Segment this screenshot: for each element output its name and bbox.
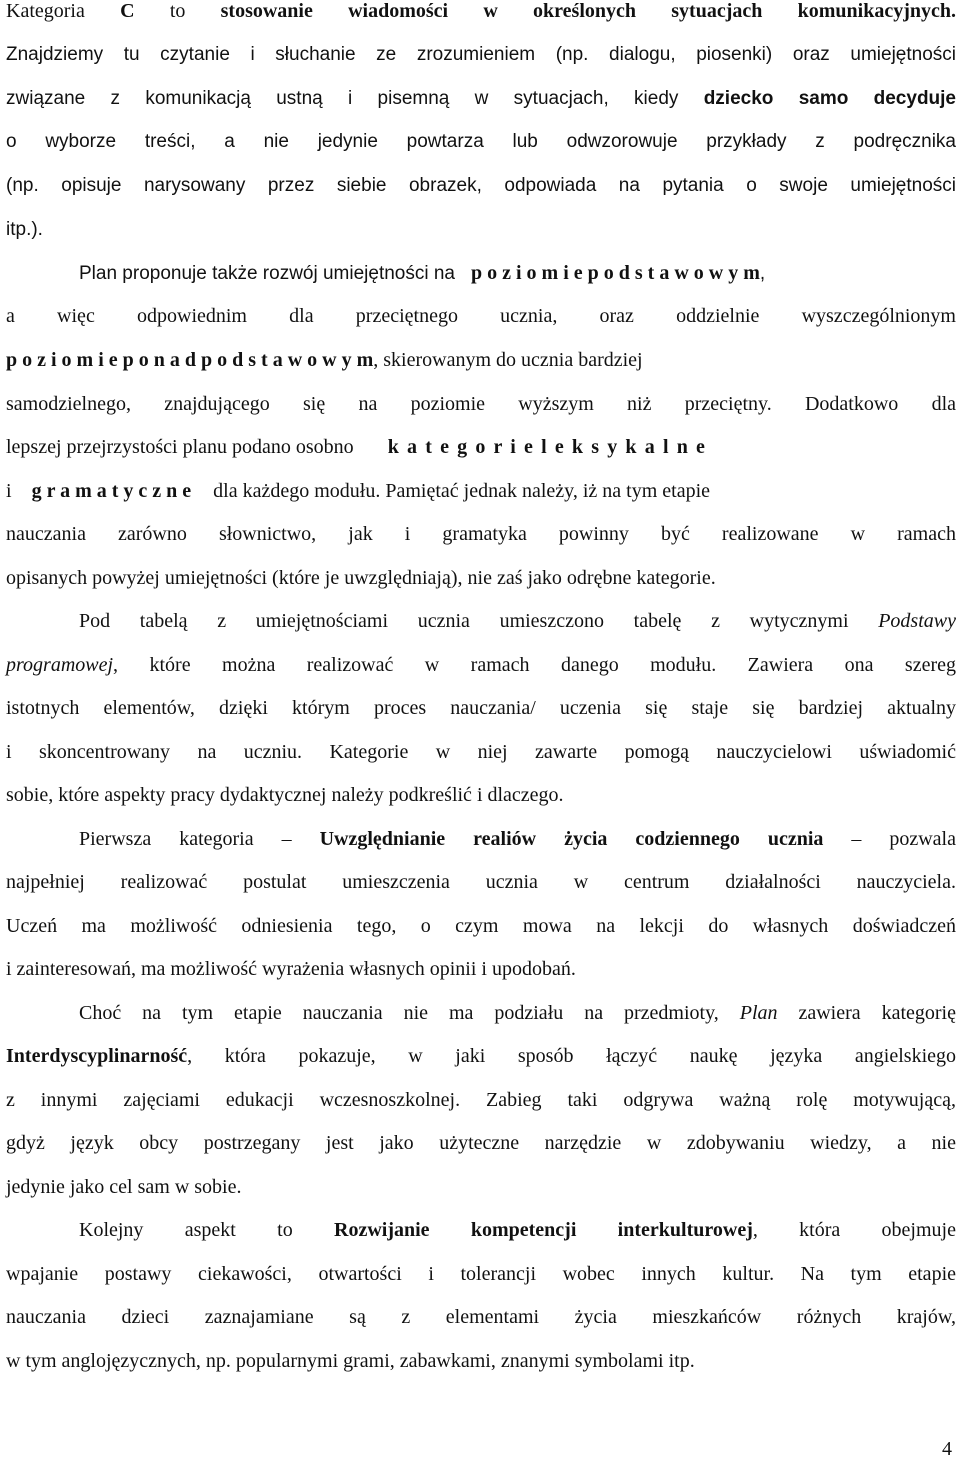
- p2-text: i: [6, 480, 12, 502]
- p1-line-4: o wyborze treści, a nie jedynie powtarza lub odwzorowuje przykłady z podręcznika: [6, 131, 956, 152]
- p6-line-3: nauczania dzieci zaznajamiane są z elementami życia mieszkańców różnych krajów,: [6, 1306, 956, 1328]
- p2-line-6: [6, 478, 956, 504]
- p4-bold-category: Uwzględnianie realiów życia codziennego ucznia: [319, 828, 824, 850]
- p6-text: , która obejmuje: [752, 1219, 956, 1241]
- p2-spaced-grammar: g r a m a t y c z n e: [31, 480, 192, 502]
- p6-line-1: [79, 1217, 956, 1243]
- page-number: 4: [942, 1438, 952, 1460]
- p1-bold-definition: stosowanie wiadomości w określonych sytuacjach komunikacyjnych.: [220, 0, 956, 22]
- p1-line-2: Znajdziemy tu czytanie i słuchanie ze zrozumieniem (np. dialogu, piosenki) oraz umiejętności: [6, 44, 956, 65]
- p5-line-2: [6, 1043, 956, 1069]
- p5-italic-plan: Plan: [739, 1002, 778, 1024]
- p2-text: Plan proponuje także rozwój umiejętności na: [79, 263, 455, 284]
- p4-line-4: i zainteresowań, ma możliwość wyrażenia własnych opinii i upodobań.: [6, 958, 576, 980]
- p6-line-4: w tym anglojęzycznych, np. popularnymi grami, zabawkami, znanymi symbolami itp.: [6, 1350, 695, 1372]
- p2-line-7: nauczania zarówno słownictwo, jak i gramatyka powinny być realizowane w ramach: [6, 523, 956, 545]
- p3-italic-title: Podstawy: [878, 610, 956, 632]
- p1-bold-category: C: [120, 0, 135, 22]
- p6-text: Kolejny aspekt to: [79, 1219, 334, 1241]
- p1-line-5: (np. opisuje narysowany przez siebie obrazek, odpowiada na pytania o swoje umiejętności: [6, 175, 956, 196]
- p1-line-1: [6, 0, 956, 24]
- p5-line-4: gdyż język obcy postrzegany jest jako użyteczne narzędzie w zdobywaniu wiedzy, a nie: [6, 1132, 956, 1154]
- p3-line-5: sobie, które aspekty pracy dydaktycznej należy podkreślić i dlaczego.: [6, 784, 564, 806]
- p4-line-2: najpełniej realizować postulat umieszczenia ucznia w centrum działalności nauczyciela.: [6, 871, 956, 893]
- p5-bold-category: Interdyscyplinarność: [6, 1045, 188, 1067]
- p3-line-4: i skoncentrowany na uczniu. Kategorie w niej zawarte pomogą nauczycielowi uświadomić: [6, 741, 956, 763]
- p5-line-5: jedynie jako cel sam w sobie.: [6, 1176, 242, 1198]
- p6-bold-category: Rozwijanie kompetencji interkulturowej: [334, 1219, 753, 1241]
- p1-text: to: [134, 0, 221, 22]
- p2-line-2: a więc odpowiednim dla przeciętnego ucznia, oraz oddzielnie wyszczególnionym: [6, 305, 956, 327]
- p4-line-1: [79, 826, 956, 852]
- p4-text: – pozwala: [823, 828, 956, 850]
- p3-line-3: istotnych elementów, dzięki którym proces nauczania/ uczenia się staje się bardziej aktualny: [6, 697, 956, 719]
- p2-spaced-advanced-level: p o z i o m i e p o n a d p o d s t a w o w y m: [6, 349, 374, 371]
- p3-text: , które można realizować w ramach danego modułu. Zawiera ona szereg: [113, 654, 956, 676]
- p1-text: Kategoria: [6, 0, 121, 22]
- p1-line-6: itp.).: [6, 219, 43, 240]
- p4-text: Pierwsza kategoria –: [79, 828, 320, 850]
- p3-italic-title: programowej: [6, 654, 114, 676]
- p2-text: ,: [759, 263, 766, 284]
- p5-text: , która pokazuje, w jaki sposób łączyć naukę języka angielskiego: [187, 1045, 956, 1067]
- p6-line-2: wpajanie postawy ciekawości, otwartości i tolerancji wobec innych kultur. Na tym etapie: [6, 1263, 956, 1285]
- p4-line-3: Uczeń ma możliwość odniesienia tego, o czym mowa na lekcji do własnych doświadczeń: [6, 915, 956, 937]
- p5-line-3: z innymi zajęciami edukacji wczesnoszkolnej. Zabieg taki odgrywa ważną rolę motywującą,: [6, 1089, 956, 1111]
- p2-spaced-lexical-categories: k a t e g o r i e l e k s y k a l n e: [387, 436, 707, 458]
- p2-text: dla każdego modułu. Pamiętać jednak należy, iż na tym etapie: [213, 480, 711, 502]
- p1-bold-phrase: dziecko samo decyduje: [703, 88, 957, 109]
- p2-line-4: samodzielnego, znajdującego się na poziomie wyższym niż przeciętny. Dodatkowo dla: [6, 393, 956, 415]
- p2-line-1: [79, 260, 956, 287]
- p3-text: Pod tabelą z umiejętnościami ucznia umieszczono tabelę z wytycznymi: [79, 610, 879, 632]
- p1-line-3: [6, 86, 956, 112]
- p2-line-3: [6, 347, 956, 373]
- p2-spaced-basic-level: p o z i o m i e p o d s t a w o w y m: [471, 262, 760, 284]
- p1-text: związane z komunikacją ustną i pisemną w sytuacjach, kiedy: [6, 88, 704, 109]
- p5-line-1: [79, 1000, 956, 1026]
- p2-text: , skierowanym do ucznia bardziej: [373, 349, 643, 371]
- p5-text: zawiera kategorię: [777, 1002, 956, 1024]
- p2-line-5: [6, 434, 956, 460]
- p5-text: Choć na tym etapie nauczania nie ma podziału na przedmioty,: [79, 1002, 740, 1024]
- p2-text: lepszej przejrzystości planu podano osobno: [6, 436, 354, 458]
- p3-line-2: [6, 652, 956, 678]
- p3-line-1: [79, 608, 956, 634]
- p2-line-8: opisanych powyżej umiejętności (które je uwzględniają), nie zaś jako odrębne kategorie.: [6, 567, 716, 589]
